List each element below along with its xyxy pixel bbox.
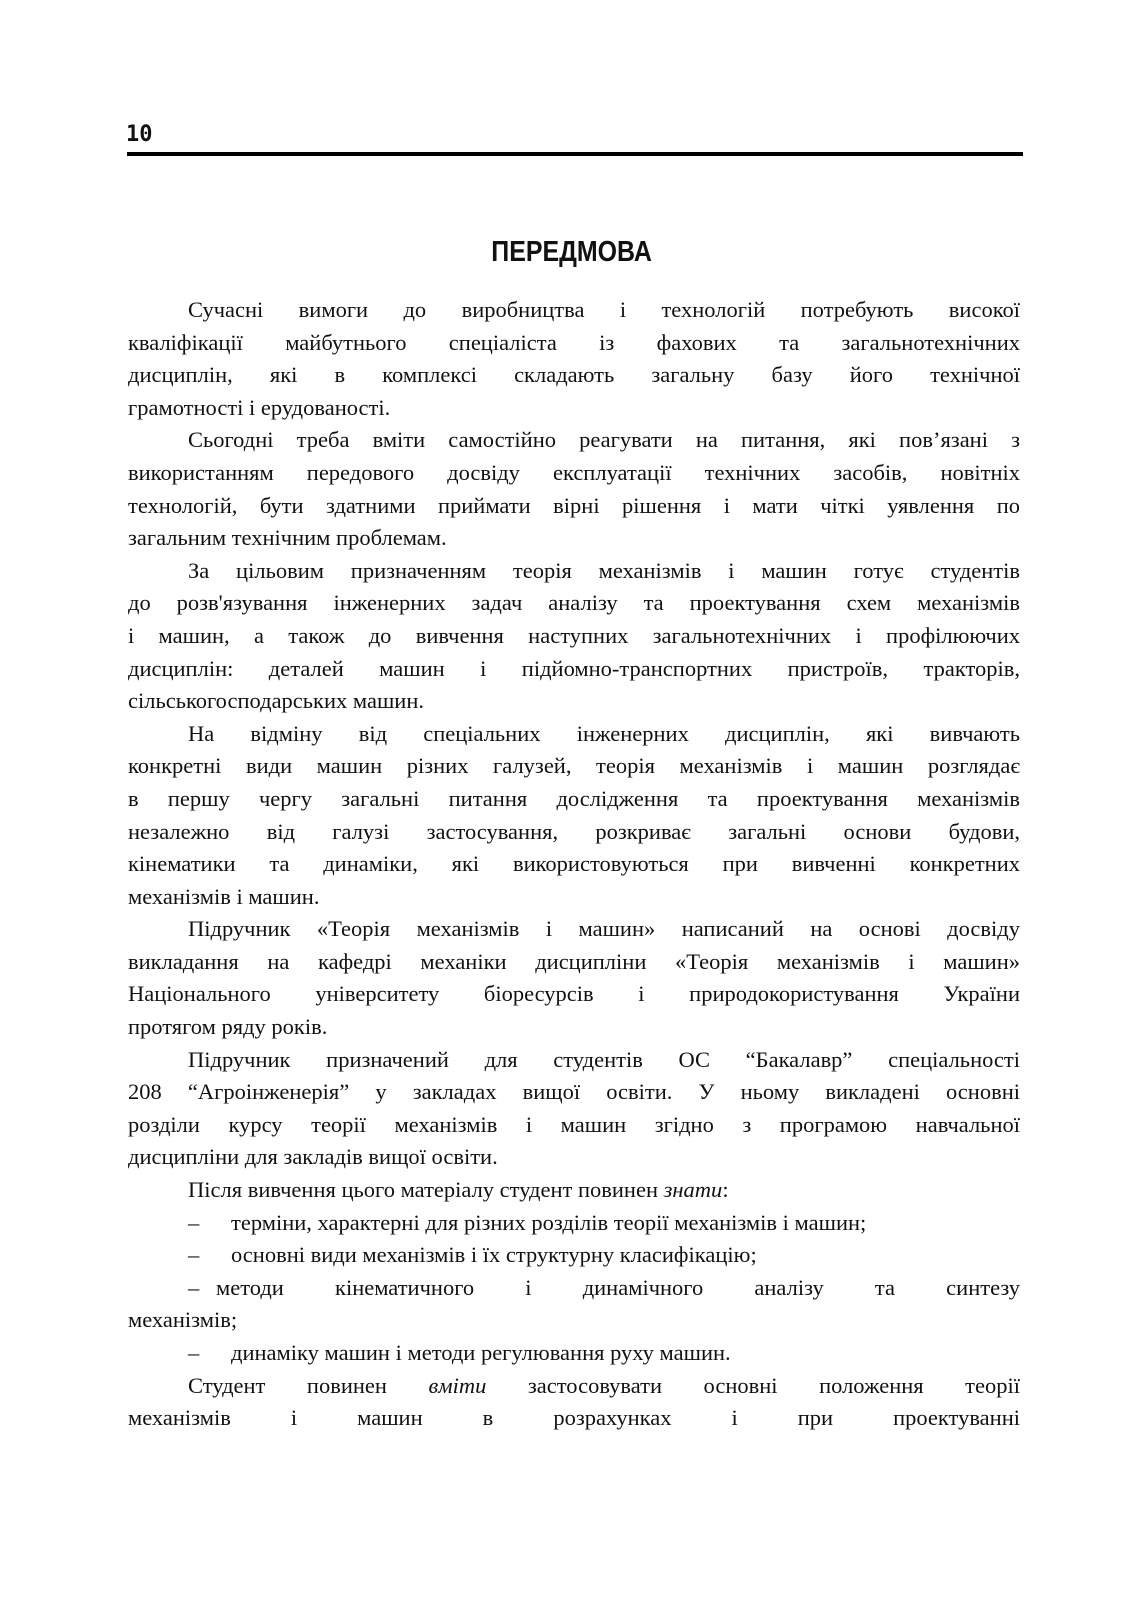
text-line: На відміну від спеціальних інженерних дисциплін, які вивчають [188, 720, 1020, 746]
text-line: За цільовим призначенням теорія механізмів і машин готує студентів [188, 557, 1020, 583]
text-line: грамотності і ерудованості. [128, 394, 391, 420]
text-line: технологій, бути здатними приймати вірні рішення і мати чіткі уявлення по [128, 492, 1020, 518]
page-title: ПЕРЕДМОВА [491, 236, 652, 268]
list-item [128, 1239, 1020, 1272]
paragraph [128, 294, 1020, 424]
text-line: Сучасні вимоги до виробництва і технологій потребують високої [188, 297, 1020, 322]
text-line: кваліфікації майбутнього спеціаліста із фахових та загальнотехнічних [128, 329, 1020, 355]
text-line: протягом ряду років. [128, 1014, 328, 1040]
paragraph [128, 555, 1020, 718]
text-line: Підручник призначений для студентів ОС “Бакалавр” спеціальності [188, 1046, 1020, 1072]
body-text [128, 294, 1020, 1435]
text-line: дисципліни для закладів вищої освіти. [128, 1144, 498, 1170]
skills-text: Студент повинен [188, 1372, 429, 1398]
intro-colon: : [722, 1177, 729, 1203]
paragraph [128, 1044, 1020, 1174]
knowledge-intro [128, 1174, 1020, 1207]
dash-bullet-icon: – [188, 1340, 200, 1365]
text-line: загальним технічним проблемам. [128, 525, 447, 551]
text-line: незалежно від галузі застосування, розкриває загальні основи будови, [128, 818, 1020, 844]
dash-bullet-icon: – [188, 1209, 200, 1235]
text-line: викладання на кафедрі механіки дисципліни «Теорія механізмів і машин» [128, 948, 1020, 974]
text-line: розділи курсу теорії механізмів і машин згідно з програмою навчальної [128, 1111, 1020, 1137]
skills-paragraph [128, 1370, 1020, 1435]
text-line: використанням передового досвіду експлуатації технічних засобів, новітніх [128, 459, 1020, 485]
text-line: в першу чергу загальні питання дослідження та проектування механізмів [128, 785, 1020, 811]
paragraph [128, 913, 1020, 1043]
intro-text: Після вивчення цього матеріалу студент повинен [188, 1177, 664, 1203]
dash-bullet-icon: – [188, 1242, 200, 1268]
knowledge-list [128, 1207, 1020, 1370]
text-line [128, 1370, 1020, 1403]
text-line: механізмів і машин. [128, 883, 320, 909]
text-line: Сьогодні треба вміти самостійно реагувати на питання, які пов’язані з [188, 427, 1020, 453]
dash-bullet-icon: – [188, 1274, 200, 1300]
list-item-line: механізмів; [128, 1307, 238, 1333]
text-line: 208 “Агроінженерія” у закладах вищої освіти. У ньому викладені основні [128, 1079, 1020, 1105]
text-line: і машин, а також до вивчення наступних загальнотехнічних і профілюючих [128, 622, 1020, 648]
text-line: до розв'язування інженерних задач аналізу та проектування схем механізмів [128, 590, 1020, 616]
text-line: дисциплін: деталей машин і підйомно-транспортних пристроїв, тракторів, [128, 655, 1020, 681]
emphasis-able: вміти [428, 1372, 487, 1398]
list-item-line [128, 1272, 1020, 1305]
text-line: кінематики та динаміки, які використовуються при вивченні конкретних [128, 851, 1020, 877]
text-line: Національного університету біоресурсів і природокористування України [128, 981, 1020, 1007]
paragraph [128, 718, 1020, 914]
list-item-text: основні види механізмів і їх структурну класифікацію; [231, 1242, 757, 1268]
list-item-text: динаміку машин і методи регулювання руху машин. [231, 1340, 731, 1365]
skills-text: застосовувати основні положення теорії [486, 1372, 1021, 1398]
emphasis-know: знати [663, 1177, 723, 1203]
text-line: дисциплін, які в комплексі складають загальну базу його технічної [128, 362, 1020, 388]
page-number: 10 [126, 122, 153, 147]
text-line: сільськогосподарських машин. [128, 688, 425, 714]
text-line: Підручник «Теорія механізмів і машин» написаний на основі досвіду [188, 916, 1020, 942]
list-item [128, 1272, 1020, 1337]
list-item [128, 1207, 1020, 1240]
text-line: механізмів і машин в розрахунках і при проектуванні [128, 1405, 1020, 1431]
paragraph [128, 424, 1020, 554]
list-item [128, 1337, 1020, 1370]
header-rule [127, 152, 1023, 156]
text-line: конкретні види машин різних галузей, теорія механізмів і машин розглядає [128, 753, 1020, 779]
list-item-text: терміни, характерні для різних розділів теорії механізмів і машин; [231, 1209, 867, 1235]
list-item-text: методи кінематичного і динамічного аналізу та синтезу [216, 1274, 1020, 1300]
